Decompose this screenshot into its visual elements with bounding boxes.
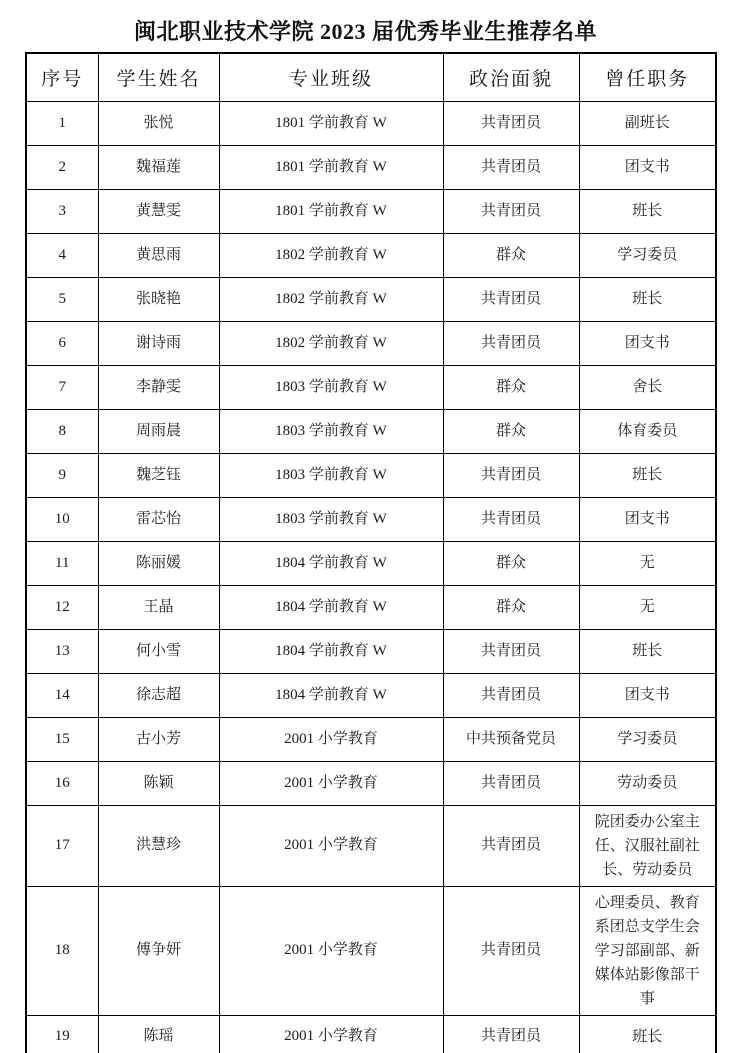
cell-political: 群众: [443, 233, 579, 277]
cell-class: 1802 学前教育 W: [219, 233, 443, 277]
cell-position: 班长: [579, 1015, 716, 1053]
cell-political: 共青团员: [443, 277, 579, 321]
cell-no: 11: [26, 541, 98, 585]
cell-class: 2001 小学教育: [219, 761, 443, 805]
cell-name: 张晓艳: [98, 277, 219, 321]
cell-position: 团支书: [579, 145, 716, 189]
cell-position: 团支书: [579, 497, 716, 541]
table-row: [26, 233, 716, 277]
table-row: [26, 761, 716, 805]
cell-class: 1804 学前教育 W: [219, 541, 443, 585]
cell-no: 12: [26, 585, 98, 629]
cell-political: 共青团员: [443, 629, 579, 673]
cell-no: 6: [26, 321, 98, 365]
cell-political: 群众: [443, 365, 579, 409]
cell-no: 1: [26, 101, 98, 145]
cell-position: 班长: [579, 189, 716, 233]
cell-class: 2001 小学教育: [219, 886, 443, 1015]
table-header-row: [26, 53, 716, 101]
cell-position: 舍长: [579, 365, 716, 409]
cell-position: 学习委员: [579, 717, 716, 761]
cell-name: 陈颖: [98, 761, 219, 805]
cell-name: 黄思雨: [98, 233, 219, 277]
column-header-position: 曾任职务: [579, 53, 716, 101]
cell-no: 4: [26, 233, 98, 277]
table-row: [26, 541, 716, 585]
cell-name: 王晶: [98, 585, 219, 629]
table-row: [26, 321, 716, 365]
cell-position: 无: [579, 541, 716, 585]
table-body: [26, 101, 716, 1053]
cell-position: 副班长: [579, 101, 716, 145]
cell-name: 何小雪: [98, 629, 219, 673]
cell-class: 1804 学前教育 W: [219, 673, 443, 717]
cell-political: 共青团员: [443, 1015, 579, 1053]
table-row: [26, 277, 716, 321]
column-header-no: 序号: [26, 53, 98, 101]
cell-political: 群众: [443, 541, 579, 585]
cell-position: 学习委员: [579, 233, 716, 277]
cell-political: 共青团员: [443, 189, 579, 233]
cell-class: 2001 小学教育: [219, 805, 443, 886]
cell-name: 黄慧雯: [98, 189, 219, 233]
table-row: [26, 1015, 716, 1053]
cell-class: 1803 学前教育 W: [219, 453, 443, 497]
cell-class: 2001 小学教育: [219, 717, 443, 761]
cell-no: 3: [26, 189, 98, 233]
cell-political: 共青团员: [443, 101, 579, 145]
page-title: 闽北职业技术学院 2023 届优秀毕业生推荐名单: [133, 19, 597, 44]
cell-no: 14: [26, 673, 98, 717]
table-header: [26, 53, 716, 101]
table-row: [26, 453, 716, 497]
cell-class: 1801 学前教育 W: [219, 145, 443, 189]
table-row: [26, 365, 716, 409]
cell-political: 共青团员: [443, 497, 579, 541]
cell-class: 1804 学前教育 W: [219, 629, 443, 673]
cell-name: 雷芯怡: [98, 497, 219, 541]
cell-political: 共青团员: [443, 321, 579, 365]
table-row: [26, 805, 716, 886]
cell-no: 10: [26, 497, 98, 541]
table-row: [26, 585, 716, 629]
table-row: [26, 497, 716, 541]
cell-political: 群众: [443, 585, 579, 629]
cell-position: 团支书: [579, 321, 716, 365]
cell-no: 5: [26, 277, 98, 321]
cell-position: 无: [579, 585, 716, 629]
table-row: [26, 673, 716, 717]
cell-class: 1803 学前教育 W: [219, 365, 443, 409]
cell-no: 18: [26, 886, 98, 1015]
cell-no: 16: [26, 761, 98, 805]
cell-class: 1801 学前教育 W: [219, 189, 443, 233]
cell-name: 周雨晨: [98, 409, 219, 453]
cell-position: 劳动委员: [579, 761, 716, 805]
cell-class: 1801 学前教育 W: [219, 101, 443, 145]
table-row: [26, 101, 716, 145]
cell-position: 班长: [579, 277, 716, 321]
cell-position: 团支书: [579, 673, 716, 717]
cell-name: 谢诗雨: [98, 321, 219, 365]
graduates-table: [25, 52, 717, 1053]
cell-no: 9: [26, 453, 98, 497]
cell-political: 共青团员: [443, 761, 579, 805]
cell-name: 张悦: [98, 101, 219, 145]
cell-no: 7: [26, 365, 98, 409]
cell-political: 共青团员: [443, 673, 579, 717]
cell-no: 17: [26, 805, 98, 886]
cell-name: 李静雯: [98, 365, 219, 409]
cell-no: 8: [26, 409, 98, 453]
cell-position: 班长: [579, 453, 716, 497]
table-row: [26, 886, 716, 1015]
cell-political: 群众: [443, 409, 579, 453]
cell-no: 19: [26, 1015, 98, 1053]
cell-name: 洪慧珍: [98, 805, 219, 886]
cell-political: 共青团员: [443, 805, 579, 886]
cell-class: 1802 学前教育 W: [219, 321, 443, 365]
cell-position: 体育委员: [579, 409, 716, 453]
column-header-political: 政治面貌: [443, 53, 579, 101]
cell-class: 1802 学前教育 W: [219, 277, 443, 321]
cell-name: 陈丽媛: [98, 541, 219, 585]
cell-class: 2001 小学教育: [219, 1015, 443, 1053]
table-row: [26, 629, 716, 673]
cell-name: 古小芳: [98, 717, 219, 761]
cell-name: 徐志超: [98, 673, 219, 717]
table-row: [26, 409, 716, 453]
cell-name: 魏福莲: [98, 145, 219, 189]
table-row: [26, 189, 716, 233]
cell-no: 2: [26, 145, 98, 189]
cell-political: 共青团员: [443, 453, 579, 497]
column-header-name: 学生姓名: [98, 53, 219, 101]
cell-position: 院团委办公室主任、汉服社副社长、劳动委员: [579, 805, 716, 886]
column-header-class: 专业班级: [219, 53, 443, 101]
cell-political: 共青团员: [443, 145, 579, 189]
cell-political: 共青团员: [443, 886, 579, 1015]
cell-class: 1803 学前教育 W: [219, 497, 443, 541]
cell-class: 1803 学前教育 W: [219, 409, 443, 453]
cell-position: 班长: [579, 629, 716, 673]
cell-political: 中共预备党员: [443, 717, 579, 761]
table-row: [26, 145, 716, 189]
cell-name: 魏芝钰: [98, 453, 219, 497]
cell-position: 心理委员、教育系团总支学生会学习部副部、新媒体站影像部干事: [579, 886, 716, 1015]
cell-no: 13: [26, 629, 98, 673]
cell-name: 傅争妍: [98, 886, 219, 1015]
cell-class: 1804 学前教育 W: [219, 585, 443, 629]
table-row: [26, 717, 716, 761]
cell-name: 陈瑶: [98, 1015, 219, 1053]
cell-no: 15: [26, 717, 98, 761]
